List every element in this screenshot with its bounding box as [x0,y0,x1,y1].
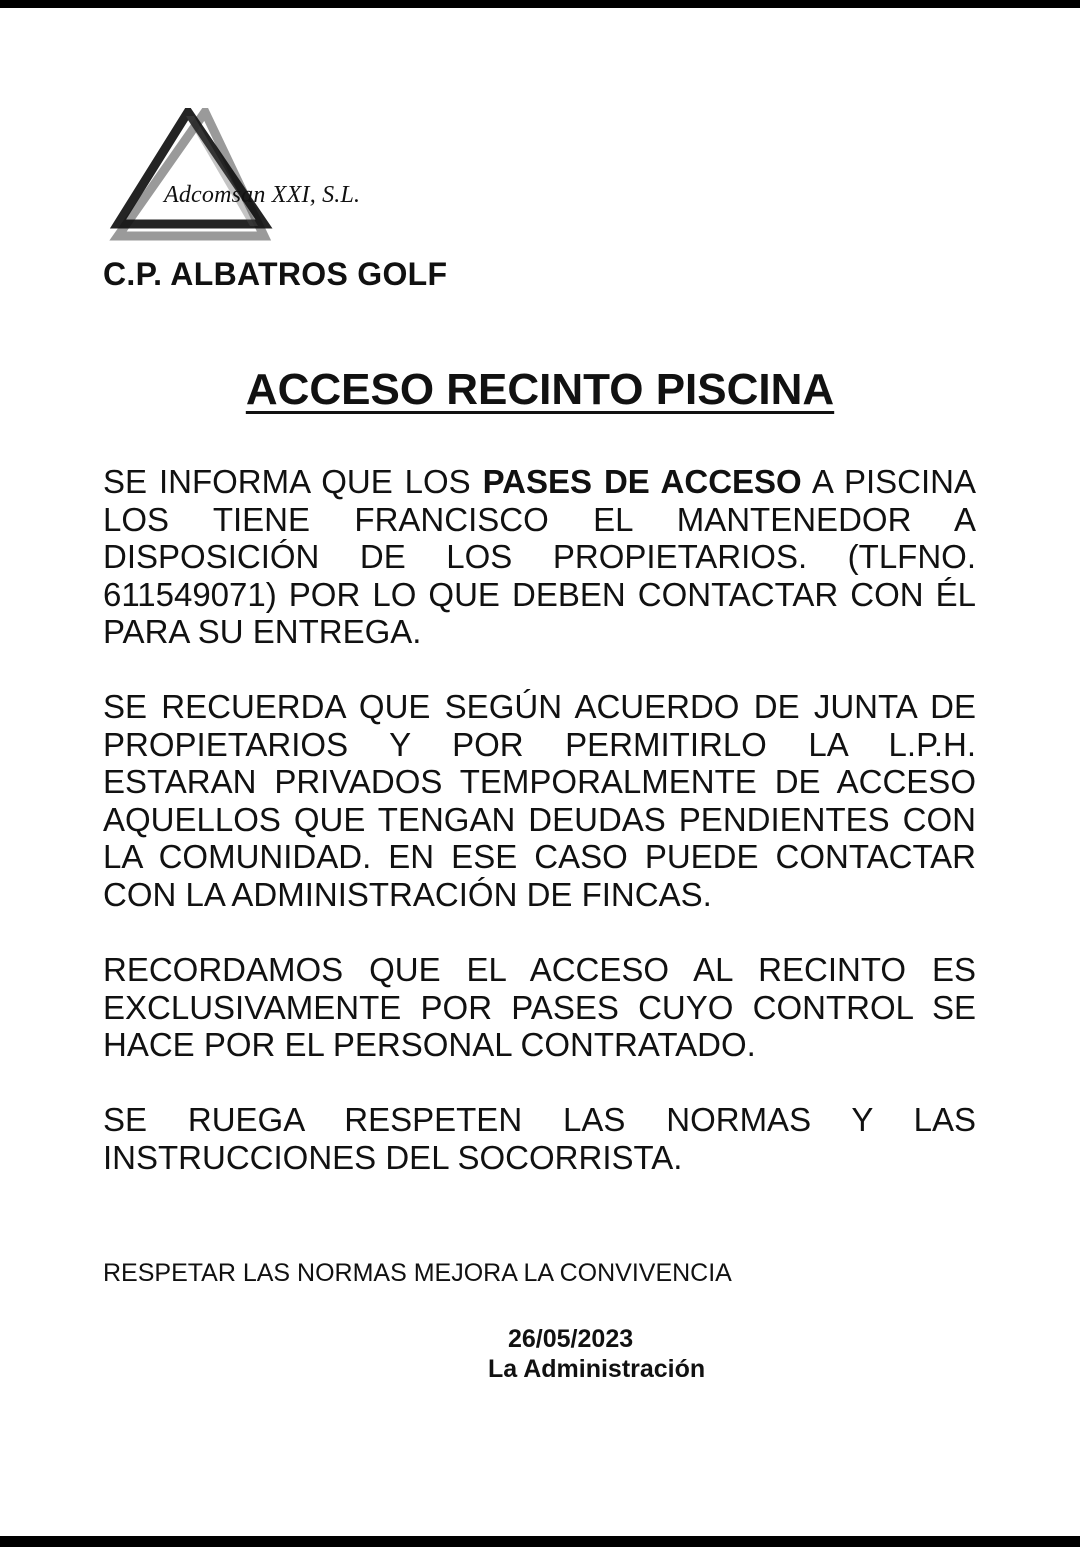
company-logo [108,108,398,248]
logo-text: Adcomsan XXI, S.L. [164,182,361,208]
triangle-logo-icon [108,108,398,248]
notice-title-text: ACCESO RECINTO PISCINA [245,365,835,414]
paragraph-access-control: RECORDAMOS QUE EL ACCESO AL RECINTO ES EXCLUSIVAMENTE POR PASES CUYO CONTROL SE HACE POR EL PERSONAL CONTRATADO. [103,951,976,1063]
notice-date: 26/05/2023 [508,1325,634,1353]
notice-title [0,365,1080,415]
paragraph-passes-end: A PISCINA LOS TIENE FRANCISCO EL MANTENEDOR A DISPOSICIÓN DE LOS PROPIETARIOS. (TLFNO. 611549071) POR LO QUE DEBEN CONTACTAR CON ÉL PARA SU ENTREGA. [103,463,976,650]
footer-motto: RESPETAR LAS NORMAS MEJORA LA CONVIVENCIA [103,1259,732,1287]
paragraph-passes [103,463,976,651]
paragraph-debts: SE RECUERDA QUE SEGÚN ACUERDO DE JUNTA DE PROPIETARIOS Y POR PERMITIRLO LA L.P.H. ESTARAN PRIVADOS TEMPORALMENTE DE ACCESO AQUELLOS QUE TENGAN DEUDAS PENDIENTES CON LA COMUNIDAD. EN ESE CASO PUEDE CONTACTAR CON LA ADMINISTRACIÓN DE FINCAS. [103,688,976,913]
paragraph-passes-bold: PASES DE ACCESO [482,463,802,500]
company-name: C.P. ALBATROS GOLF [103,256,448,292]
top-edge-bar [0,0,1080,8]
paragraph-passes-start: SE INFORMA QUE LOS [103,463,483,500]
bottom-edge-bar [0,1536,1080,1547]
paragraph-lifeguard: SE RUEGA RESPETEN LAS NORMAS Y LAS INSTRUCCIONES DEL SOCORRISTA. [103,1101,976,1176]
notice-signer: La Administración [488,1355,706,1383]
